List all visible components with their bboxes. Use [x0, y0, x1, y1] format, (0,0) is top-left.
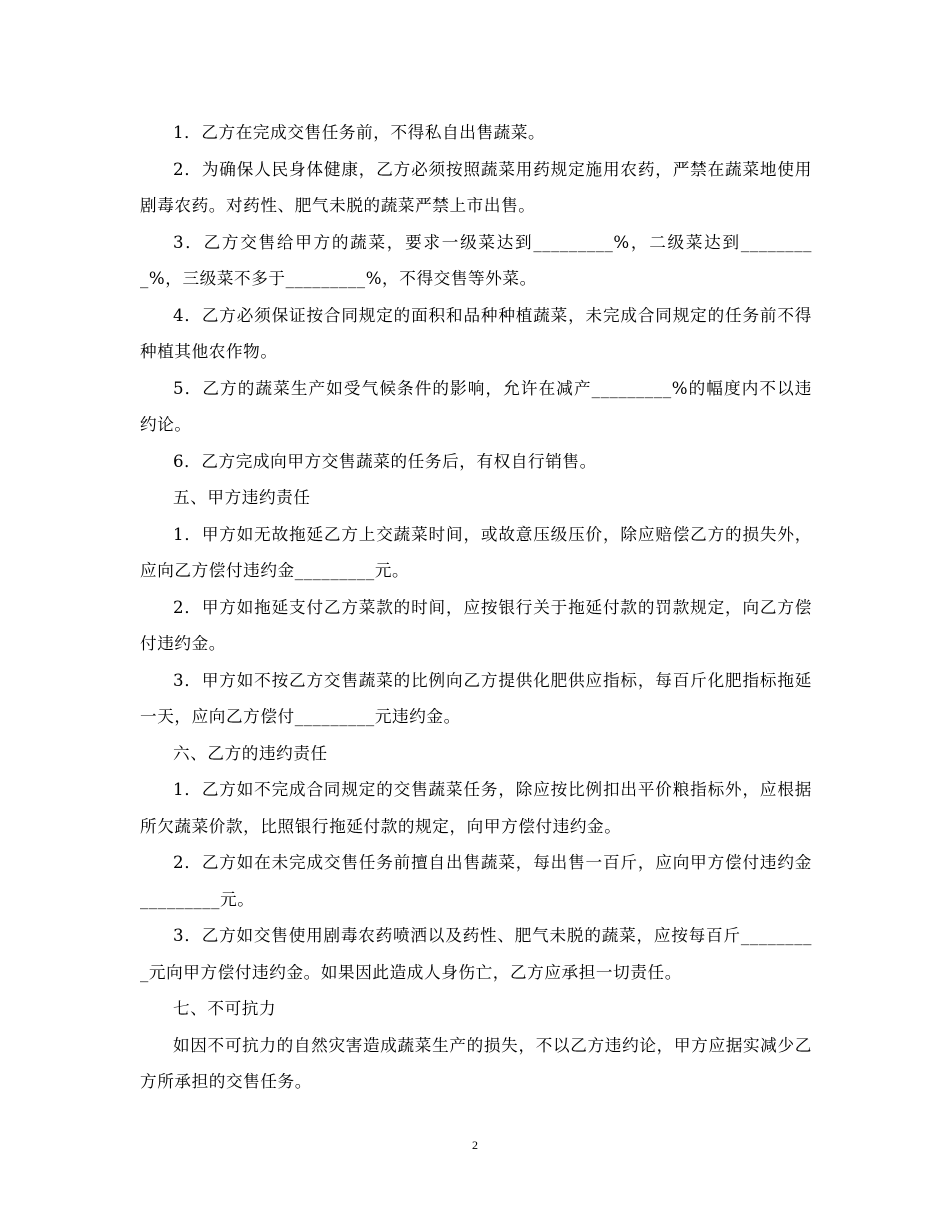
paragraph-force-majeure: 如因不可抗力的自然灾害造成蔬菜生产的损失，不以乙方违约论，甲方应据实减少乙方所承担的交售任务。	[140, 1035, 812, 1091]
page-number: 2	[472, 1138, 478, 1152]
paragraph-clause-2: 2．为确保人民身体健康，乙方必须按照蔬菜用药规定施用农药，严禁在蔬菜地使用剧毒农药。对药性、肥气未脱的蔬菜严禁上市出售。	[140, 159, 812, 215]
paragraph-clause-1: 1．乙方在完成交售任务前，不得私自出售蔬菜。	[173, 123, 546, 142]
section-heading-party-a-liability: 五、甲方违约责任	[173, 488, 311, 507]
paragraph-party-b-clause-1: 1．乙方如不完成合同规定的交售蔬菜任务，除应按比例扣出平价粮指标外，应根据所欠蔬菜价款，比照银行拖延付款的规定，向甲方偿付违约金。	[140, 780, 812, 836]
paragraph-party-b-clause-2: 2．乙方如在未完成交售任务前擅自出售蔬菜，每出售一百斤，应向甲方偿付违约金_________元。	[140, 853, 812, 909]
section-heading-party-b-liability: 六、乙方的违约责任	[173, 743, 328, 763]
paragraph-party-b-clause-3: 3．乙方如交售使用剧毒农药喷洒以及药性、肥气未脱的蔬菜，应按每百斤_________元向甲方偿付违约金。如果因此造成人身伤亡，乙方应承担一切责任。	[140, 926, 812, 982]
paragraph-party-a-clause-3: 3．甲方如不按乙方交售蔬菜的比例向乙方提供化肥供应指标，每百斤化肥指标拖延一天，应向乙方偿付_________元违约金。	[140, 670, 812, 726]
paragraph-clause-4: 4．乙方必须保证按合同规定的面积和品种种植蔬菜，未完成合同规定的任务前不得种植其他农作物。	[140, 305, 812, 361]
paragraph-clause-3: 3．乙方交售给甲方的蔬菜，要求一级菜达到_________%，二级菜达到_________%，三级菜不多于_________%，不得交售等外菜。	[140, 232, 812, 288]
section-heading-force-majeure: 七、不可抗力	[173, 999, 277, 1018]
paragraph-clause-5: 5．乙方的蔬菜生产如受气候条件的影响，允许在减产_________%的幅度内不以违约论。	[140, 378, 812, 434]
document-body	[140, 115, 812, 1101]
paragraph-party-a-clause-2: 2．甲方如拖延支付乙方菜款的时间，应按银行关于拖延付款的罚款规定，向乙方偿付违约金。	[140, 597, 812, 653]
paragraph-clause-6: 6．乙方完成向甲方交售蔬菜的任务后，有权自行销售。	[173, 451, 597, 471]
paragraph-party-a-clause-1: 1．甲方如无故拖延乙方上交蔬菜时间，或故意压级压价，除应赔偿乙方的损失外，应向乙方偿付违约金_________元。	[140, 524, 812, 580]
